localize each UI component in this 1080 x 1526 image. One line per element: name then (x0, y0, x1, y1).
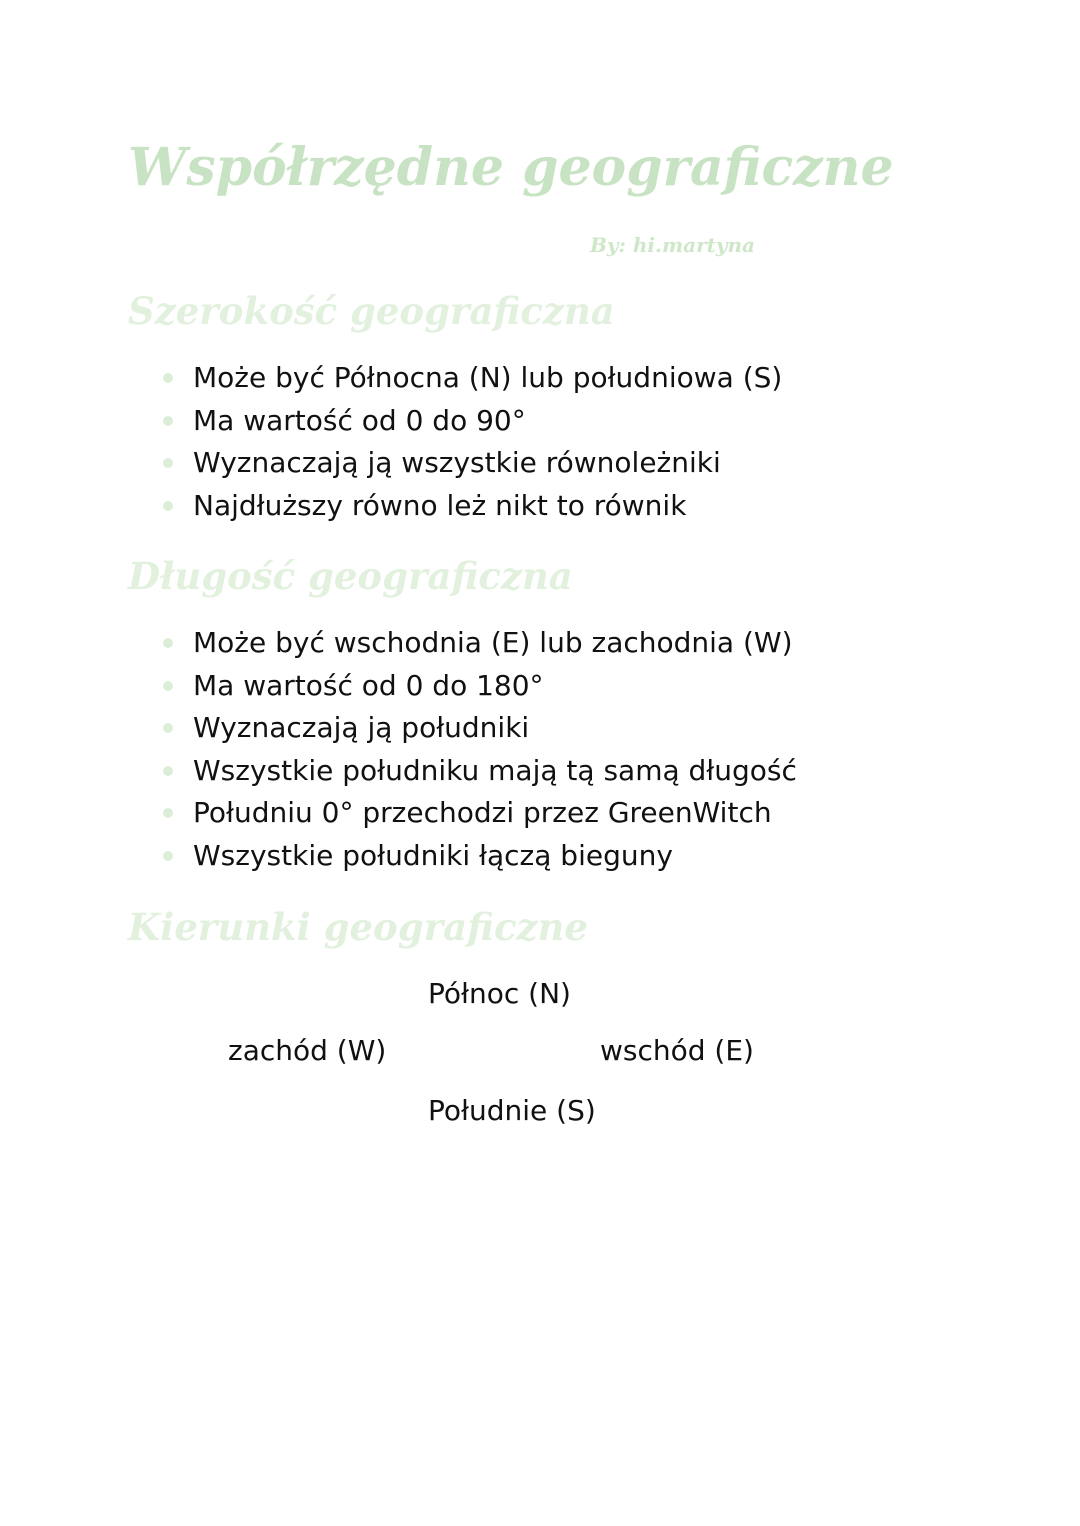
bullet-dot-icon (163, 458, 173, 468)
bullet-dot-icon (163, 501, 173, 511)
latitude-list (160, 357, 782, 527)
list-item-text: Wyznaczają ją południki (193, 711, 530, 744)
bullet-dot-icon (163, 416, 173, 426)
direction-north: Północ (N) (428, 977, 571, 1010)
list-item-text: Ma wartość od 0 do 180° (193, 668, 544, 702)
list-item-text: Może być wschodnia (E) lub zachodnia (W) (193, 626, 793, 659)
list-item (160, 750, 797, 793)
list-item (160, 792, 797, 835)
bullet-dot-icon (163, 766, 173, 776)
list-item-text: Wszystkie południki łączą bieguny (193, 838, 673, 872)
bullet-dot-icon (163, 681, 173, 691)
list-item (160, 707, 797, 750)
list-item-text: Ma wartość od 0 do 90° (193, 403, 526, 437)
heading-latitude: Szerokość geograficzna (128, 289, 615, 333)
list-item-text: Może być Północna (N) lub południowa (S) (193, 361, 783, 394)
list-item (160, 622, 797, 665)
direction-south: Południe (S) (428, 1094, 596, 1127)
list-item-text: Wyznaczają ją wszystkie równoleżniki (193, 446, 721, 479)
author-byline: By: hi.martyna (590, 233, 755, 257)
list-item (160, 485, 782, 528)
direction-east: wschód (E) (600, 1034, 754, 1067)
direction-west: zachód (W) (228, 1034, 387, 1067)
longitude-list (160, 622, 797, 877)
list-item-text: Najdłuższy równo leż nikt to równik (193, 488, 687, 522)
list-item (160, 665, 797, 708)
heading-directions: Kierunki geograficzne (128, 905, 588, 949)
list-item-text: Południu 0° przechodzi przez GreenWitch (193, 796, 772, 829)
list-item (160, 442, 782, 485)
page-title: Współrzędne geograficzne (128, 137, 894, 198)
heading-longitude: Długość geograficzna (128, 554, 573, 598)
bullet-dot-icon (163, 373, 173, 383)
bullet-dot-icon (163, 723, 173, 733)
list-item (160, 357, 782, 400)
list-item-text: Wszystkie południku mają tą samą długość (193, 753, 797, 787)
bullet-dot-icon (163, 638, 173, 648)
bullet-dot-icon (163, 808, 173, 818)
list-item (160, 400, 782, 443)
bullet-dot-icon (163, 851, 173, 861)
list-item (160, 835, 797, 878)
